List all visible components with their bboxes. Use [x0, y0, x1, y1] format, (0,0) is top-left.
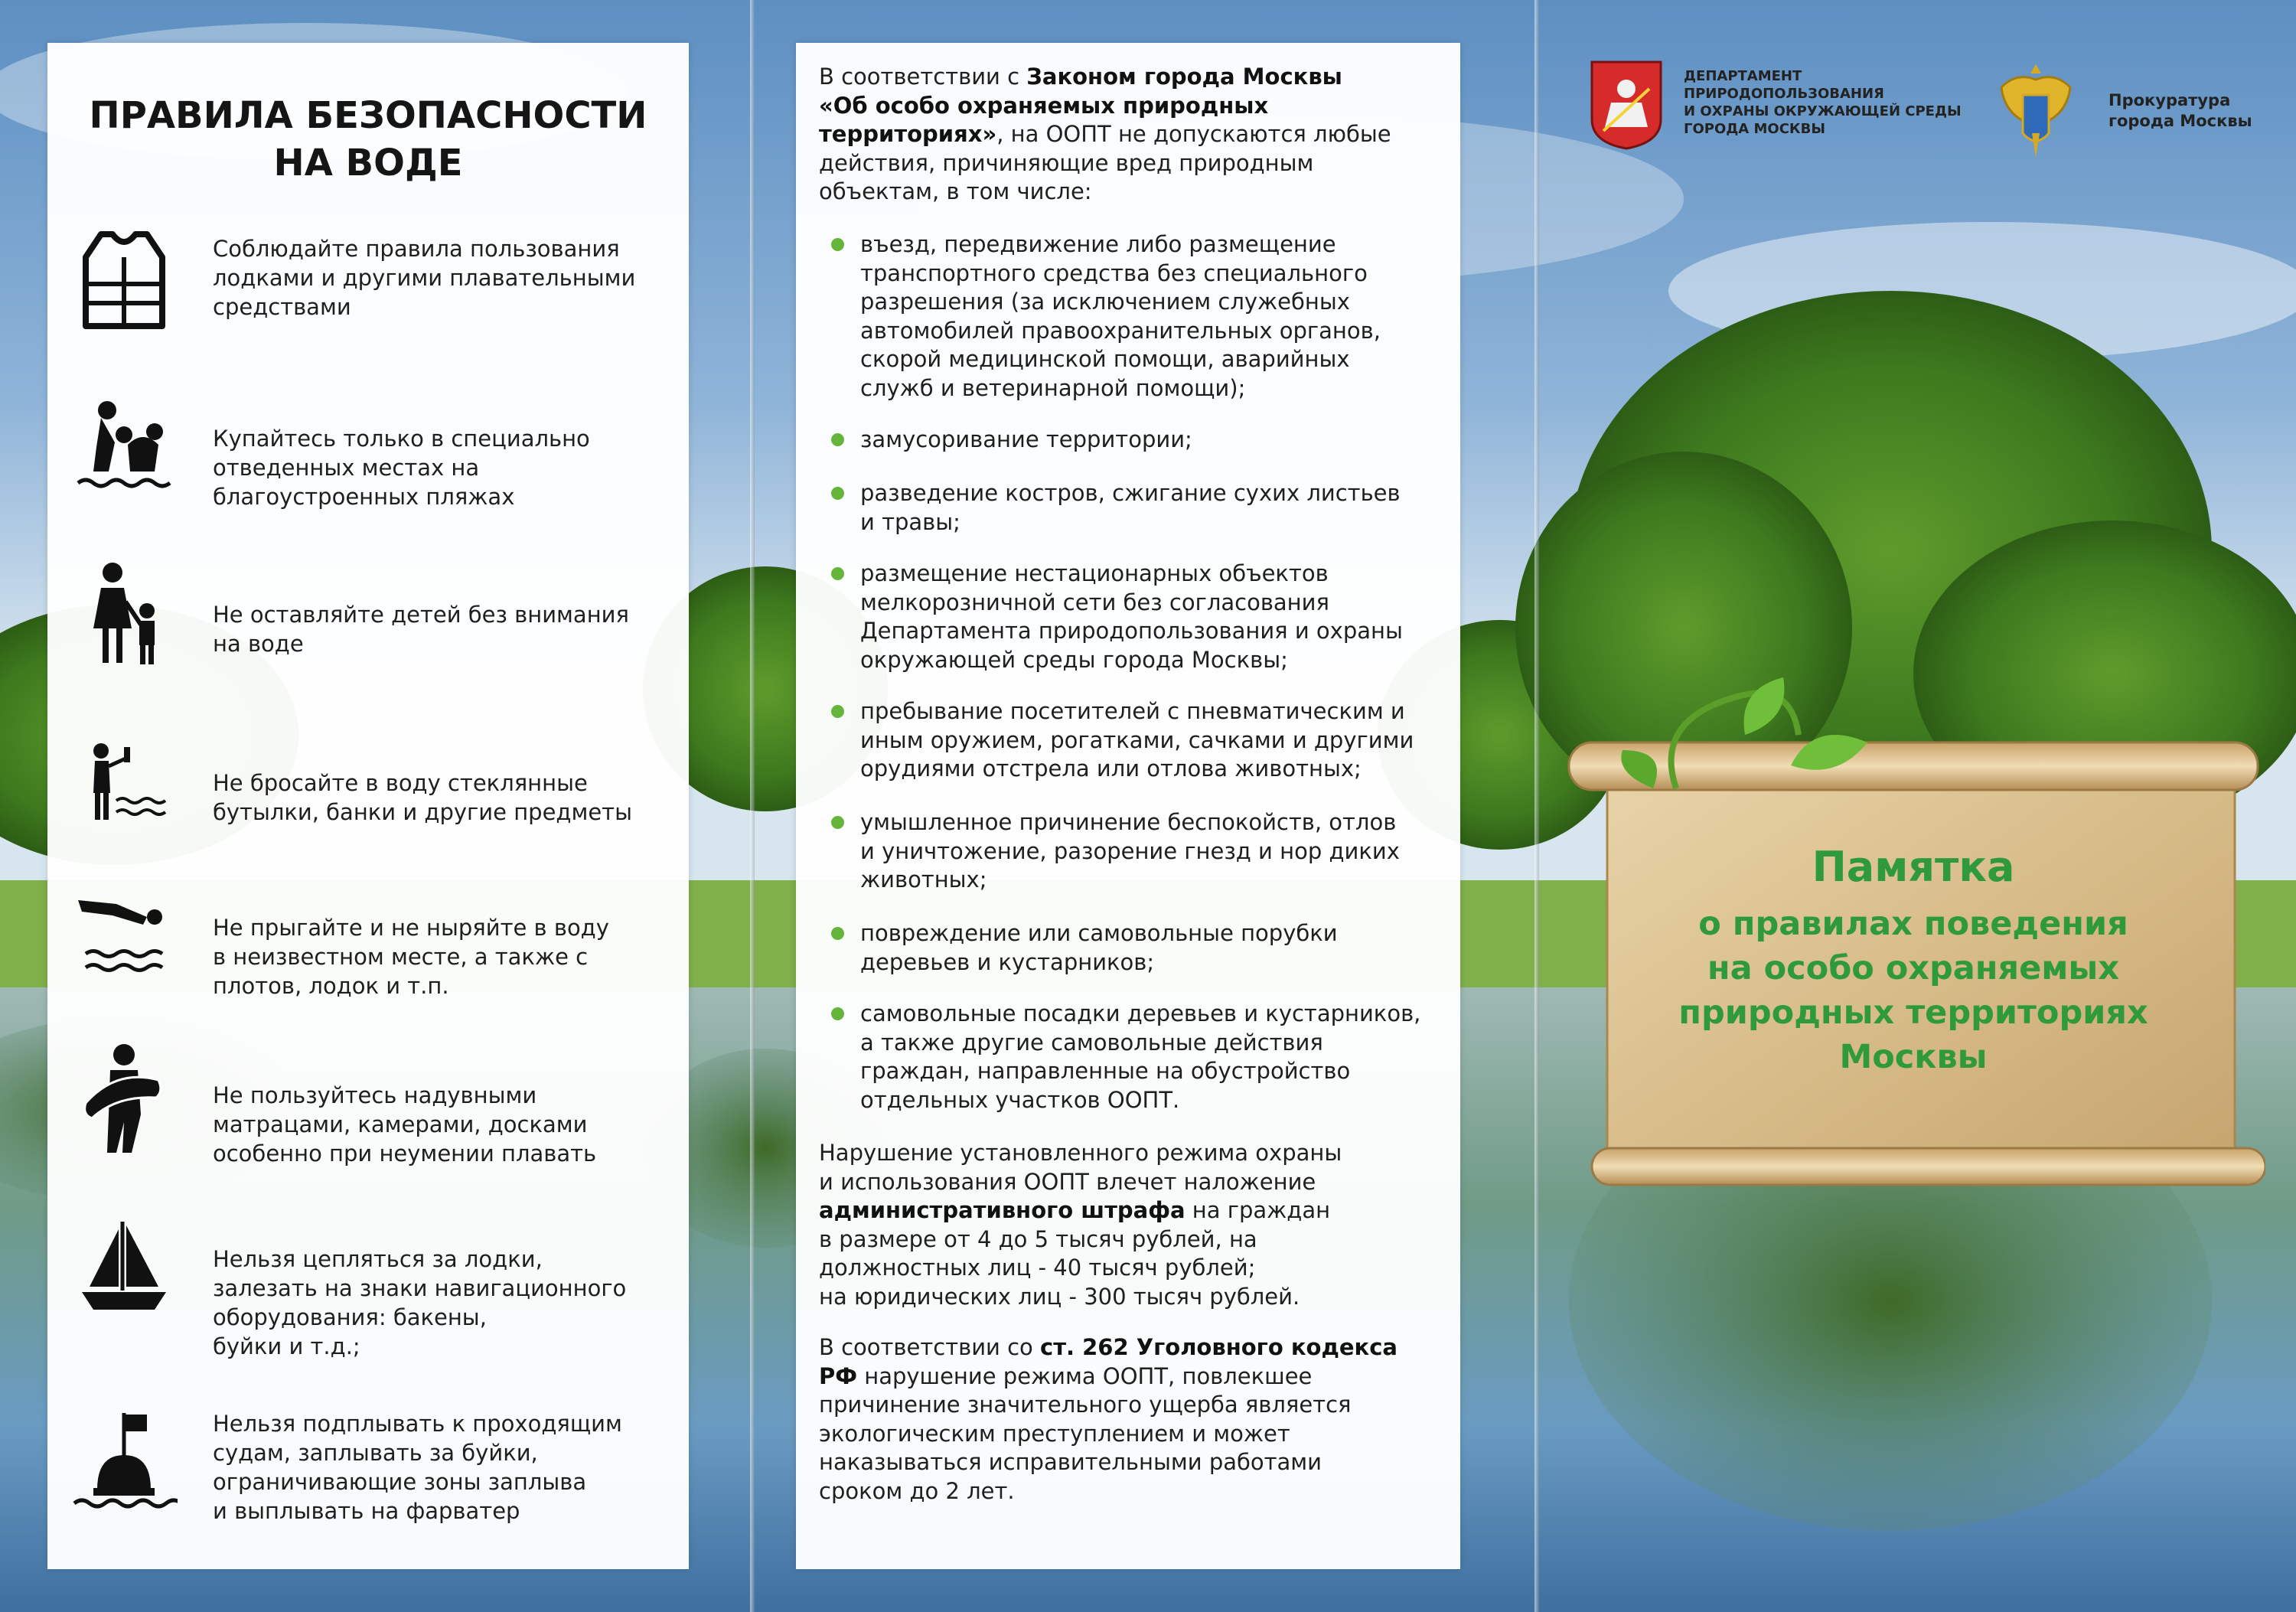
swimmers-icon	[70, 387, 178, 502]
safety-rule	[47, 1405, 689, 1558]
bullet-dot-icon	[831, 816, 844, 829]
prohibitions-panel	[796, 43, 1460, 1569]
bullet-dot-icon	[831, 487, 844, 500]
prohibition-item: замусоривание территории;	[831, 426, 1448, 455]
bullet-dot-icon	[831, 1007, 844, 1020]
fold-line	[1534, 0, 1539, 1612]
safety-rule	[47, 387, 689, 540]
prosecutor-logo-text: Прокуратура города Москвы	[2108, 91, 2252, 130]
prohibition-item: разведение костров, сжигание сухих листьев и травы;	[831, 479, 1448, 537]
safety-rule-text: Не бросайте в воду стеклянные бутылки, банки и другие предметы	[213, 770, 632, 825]
bullet-dot-icon	[831, 433, 844, 446]
safety-rule	[47, 556, 689, 709]
prohibition-item: умышленное причинение беспокойств, отлов и уничтожение, разорение гнезд и нор диких животных;	[831, 808, 1448, 895]
prosecutor-emblem-icon	[1994, 57, 2078, 164]
memo-subtitle: о правилах поведения на особо охраняемых природных территориях Москвы	[1678, 905, 2148, 1076]
safety-rule-text: Купайтесь только в специально отведенных местах на благоустроенных пляжах	[213, 426, 590, 510]
bullet-dot-icon	[831, 705, 844, 718]
memo-title: Памятка	[1812, 843, 2015, 891]
safety-rule	[47, 870, 689, 1023]
water-safety-title: ПРАВИЛА БЕЗОПАСНОСТИ НА ВОДЕ	[89, 94, 647, 184]
water-safety-panel	[47, 43, 689, 1569]
diving-icon	[70, 870, 178, 984]
safety-rule-text: Не оставляйте детей без внимания на воде	[213, 602, 629, 657]
safety-rule	[47, 716, 689, 870]
prohibition-item: повреждение или самовольные порубки деревьев и кустарников;	[831, 919, 1448, 977]
sailboat-icon	[70, 1206, 178, 1321]
buoy-icon	[70, 1405, 178, 1520]
prohibition-item: пребывание посетителей с пневматическим и иным оружием, рогатками, сачками и другими орудиями отстрела или отлова животных;	[831, 697, 1448, 784]
fine-paragraph: Нарушение установленного режима охраны и использования ООПТ влечет наложение административного штрафа на граждан в размере от 4 до 5 тысяч рублей, на должностных лиц - 40 тысяч рублей; на юридических лиц - 300 тысяч рублей.	[819, 1140, 1342, 1310]
safety-rule	[47, 219, 689, 372]
moscow-coat-of-arms-icon	[1588, 58, 1665, 152]
fold-line	[750, 0, 755, 1612]
prohibition-item: размещение нестационарных объектов мелкорозничной сети без согласования Департамента природопользования и охраны окружающей среды города Москвы;	[831, 560, 1448, 674]
safety-rule	[47, 1038, 689, 1191]
safety-rule-text: Не прыгайте и не ныряйте в воду в неизвестном месте, а также с плотов, лодок и т.п.	[213, 915, 609, 999]
intro-paragraph: В соответствии с Законом города Москвы «Об особо охраняемых природных территориях», на ООПТ не допускаются любые действия, причиняющие вред природным объектам, в том числе:	[819, 64, 1391, 204]
safety-rule-text: Нельзя цепляться за лодки, залезать на знаки навигационного оборудования: бакены, буйки и т.д.;	[213, 1246, 627, 1359]
prohibition-item: въезд, передвижение либо размещение транспортного средства без специального разрешения (за исключением служебных автомобилей правоохранительных органов, скорой медицинской помощи, аварийных служб и ветеринарной помощи);	[831, 230, 1448, 403]
bullet-dot-icon	[831, 927, 844, 940]
department-logo-text: ДЕПАРТАМЕНТ ПРИРОДОПОЛЬЗОВАНИЯ И ОХРАНЫ ОКРУЖАЮЩЕЙ СРЕДЫ ГОРОДА МОСКВЫ	[1684, 68, 1962, 137]
life-vest-icon	[70, 219, 178, 334]
throwing-bottle-icon	[70, 716, 178, 831]
safety-rule-text: Нельзя подплывать к проходящим судам, заплывать за буйки, ограничивающие зоны заплыва и выплывать на фарватер	[213, 1411, 622, 1524]
inflatable-icon	[70, 1038, 178, 1153]
bullet-dot-icon	[831, 238, 844, 251]
criminal-code-paragraph: В соответствии со ст. 262 Уголовного кодекса РФ нарушение режима ООПТ, повлекшее причинение значительного ущерба является экологическим преступлением и может наказываться исправительными работами сроком до 2 лет.	[819, 1334, 1397, 1504]
safety-rule	[47, 1206, 689, 1359]
prohibition-item: самовольные посадки деревьев и кустарников, а также другие самовольные действия граждан, направленные на обустройство отдельных участков ООПТ.	[831, 1000, 1448, 1114]
safety-rule-text: Не пользуйтесь надувными матрацами, камерами, досками особенно при неумении плавать	[213, 1082, 597, 1167]
adult-child-icon	[70, 556, 178, 671]
safety-rule-text: Соблюдайте правила пользования лодками и другими плавательными средствами	[213, 236, 636, 320]
bullet-dot-icon	[831, 567, 844, 580]
